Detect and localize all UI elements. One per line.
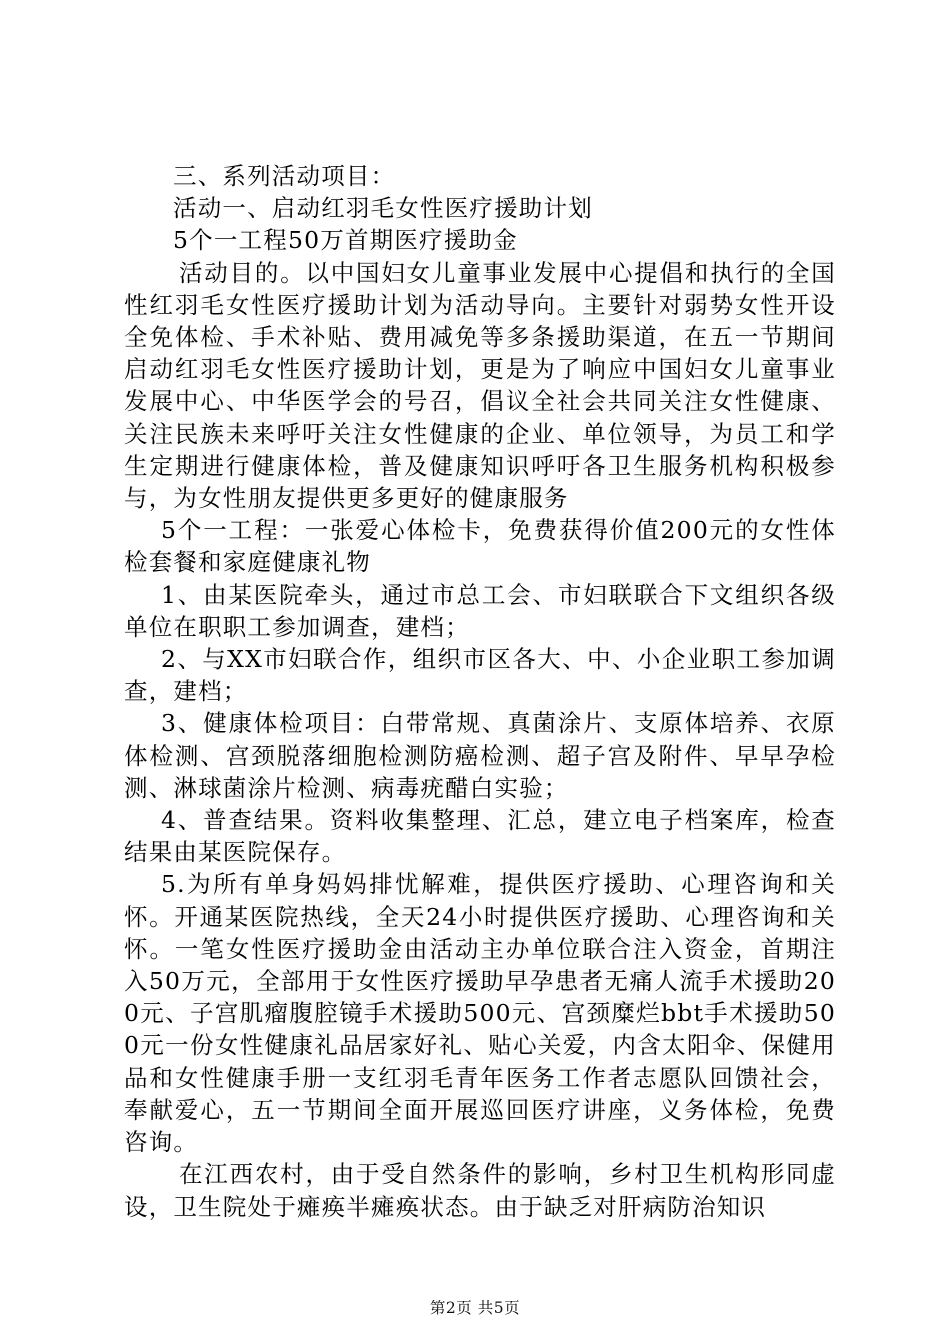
- section-heading: 三、系列活动项目：: [173, 162, 396, 190]
- list-item-4: 4、普查结果。资料收集整理、汇总，建立电子档案库，检查结果由某医院保存。: [124, 806, 836, 867]
- activity-subtitle: 5个一工程50万首期医疗援助金: [173, 226, 518, 255]
- paragraph-jiangxi: 在江西农村，由于受自然条件的影响，乡村卫生机构形同虚设，卫生院处于瘫痪半瘫痪状态。由于缺乏对肝病防治知识: [124, 1160, 836, 1221]
- list-item-3: 3、健康体检项目：白带常规、真菌涂片、支原体培养、衣原体检测、宫颈脱落细胞检测防癌检测、超子宫及附件、早早孕检测、淋球菌涂片检测、病毒疣醋白实验；: [124, 709, 836, 802]
- paragraph-purpose: 活动目的。以中国妇女儿童事业发展中心提倡和执行的全国性红羽毛女性医疗援助计划为活动导向。主要针对弱势女性开设全免体检、手术补贴、费用减免等多条援助渠道，在五一节期间启动红羽毛女性医疗援助计划，更是为了响应中国妇女儿童事业发展中心、中华医学会的号召，倡议全社会共同关注女性健康、关注民族未来呼吁关注女性健康的企业、单位领导，为员工和学生定期进行健康体检，普及健康知识呼吁各卫生服务机构积极参与，为女性朋友提供更多更好的健康服务: [124, 258, 836, 513]
- list-item-5: 5.为所有单身妈妈排忧解难，提供医疗援助、心理咨询和关怀。开通某医院热线，全天24小时提供医疗援助、心理咨询和关怀。一笔女性医疗援助金由活动主办单位联合注入资金，首期注入50万元，全部用于女性医疗援助早孕患者无痛人流手术援助200元、子宫肌瘤腹腔镜手术援助500元、宫颈糜烂bbt手术援助500元一份女性健康礼品居家好礼、贴心关爱，内含太阳伞、保健用品和女性健康手册一支红羽毛青年医务工作者志愿队回馈社会，奉献爱心，五一节期间全面开展巡回医疗讲座，义务体检，免费咨询。: [124, 870, 836, 1157]
- page-number-footer: 第2页 共5页: [429, 1299, 521, 1317]
- activity-title: 活动一、启动红羽毛女性医疗援助计划: [173, 194, 593, 223]
- list-item-2: 2、与XX市妇联合作，组织市区各大、中、小企业职工参加调查，建档；: [124, 645, 836, 706]
- paragraph-five-projects: 5个一工程：一张爱心体检卡，免费获得价值200元的女性体检套餐和家庭健康礼物: [124, 516, 836, 577]
- document-body: [124, 160, 836, 1223]
- list-item-1: 1、由某医院牵头，通过市总工会、市妇联联合下文组织各级单位在职职工参加调查，建档；: [124, 580, 836, 641]
